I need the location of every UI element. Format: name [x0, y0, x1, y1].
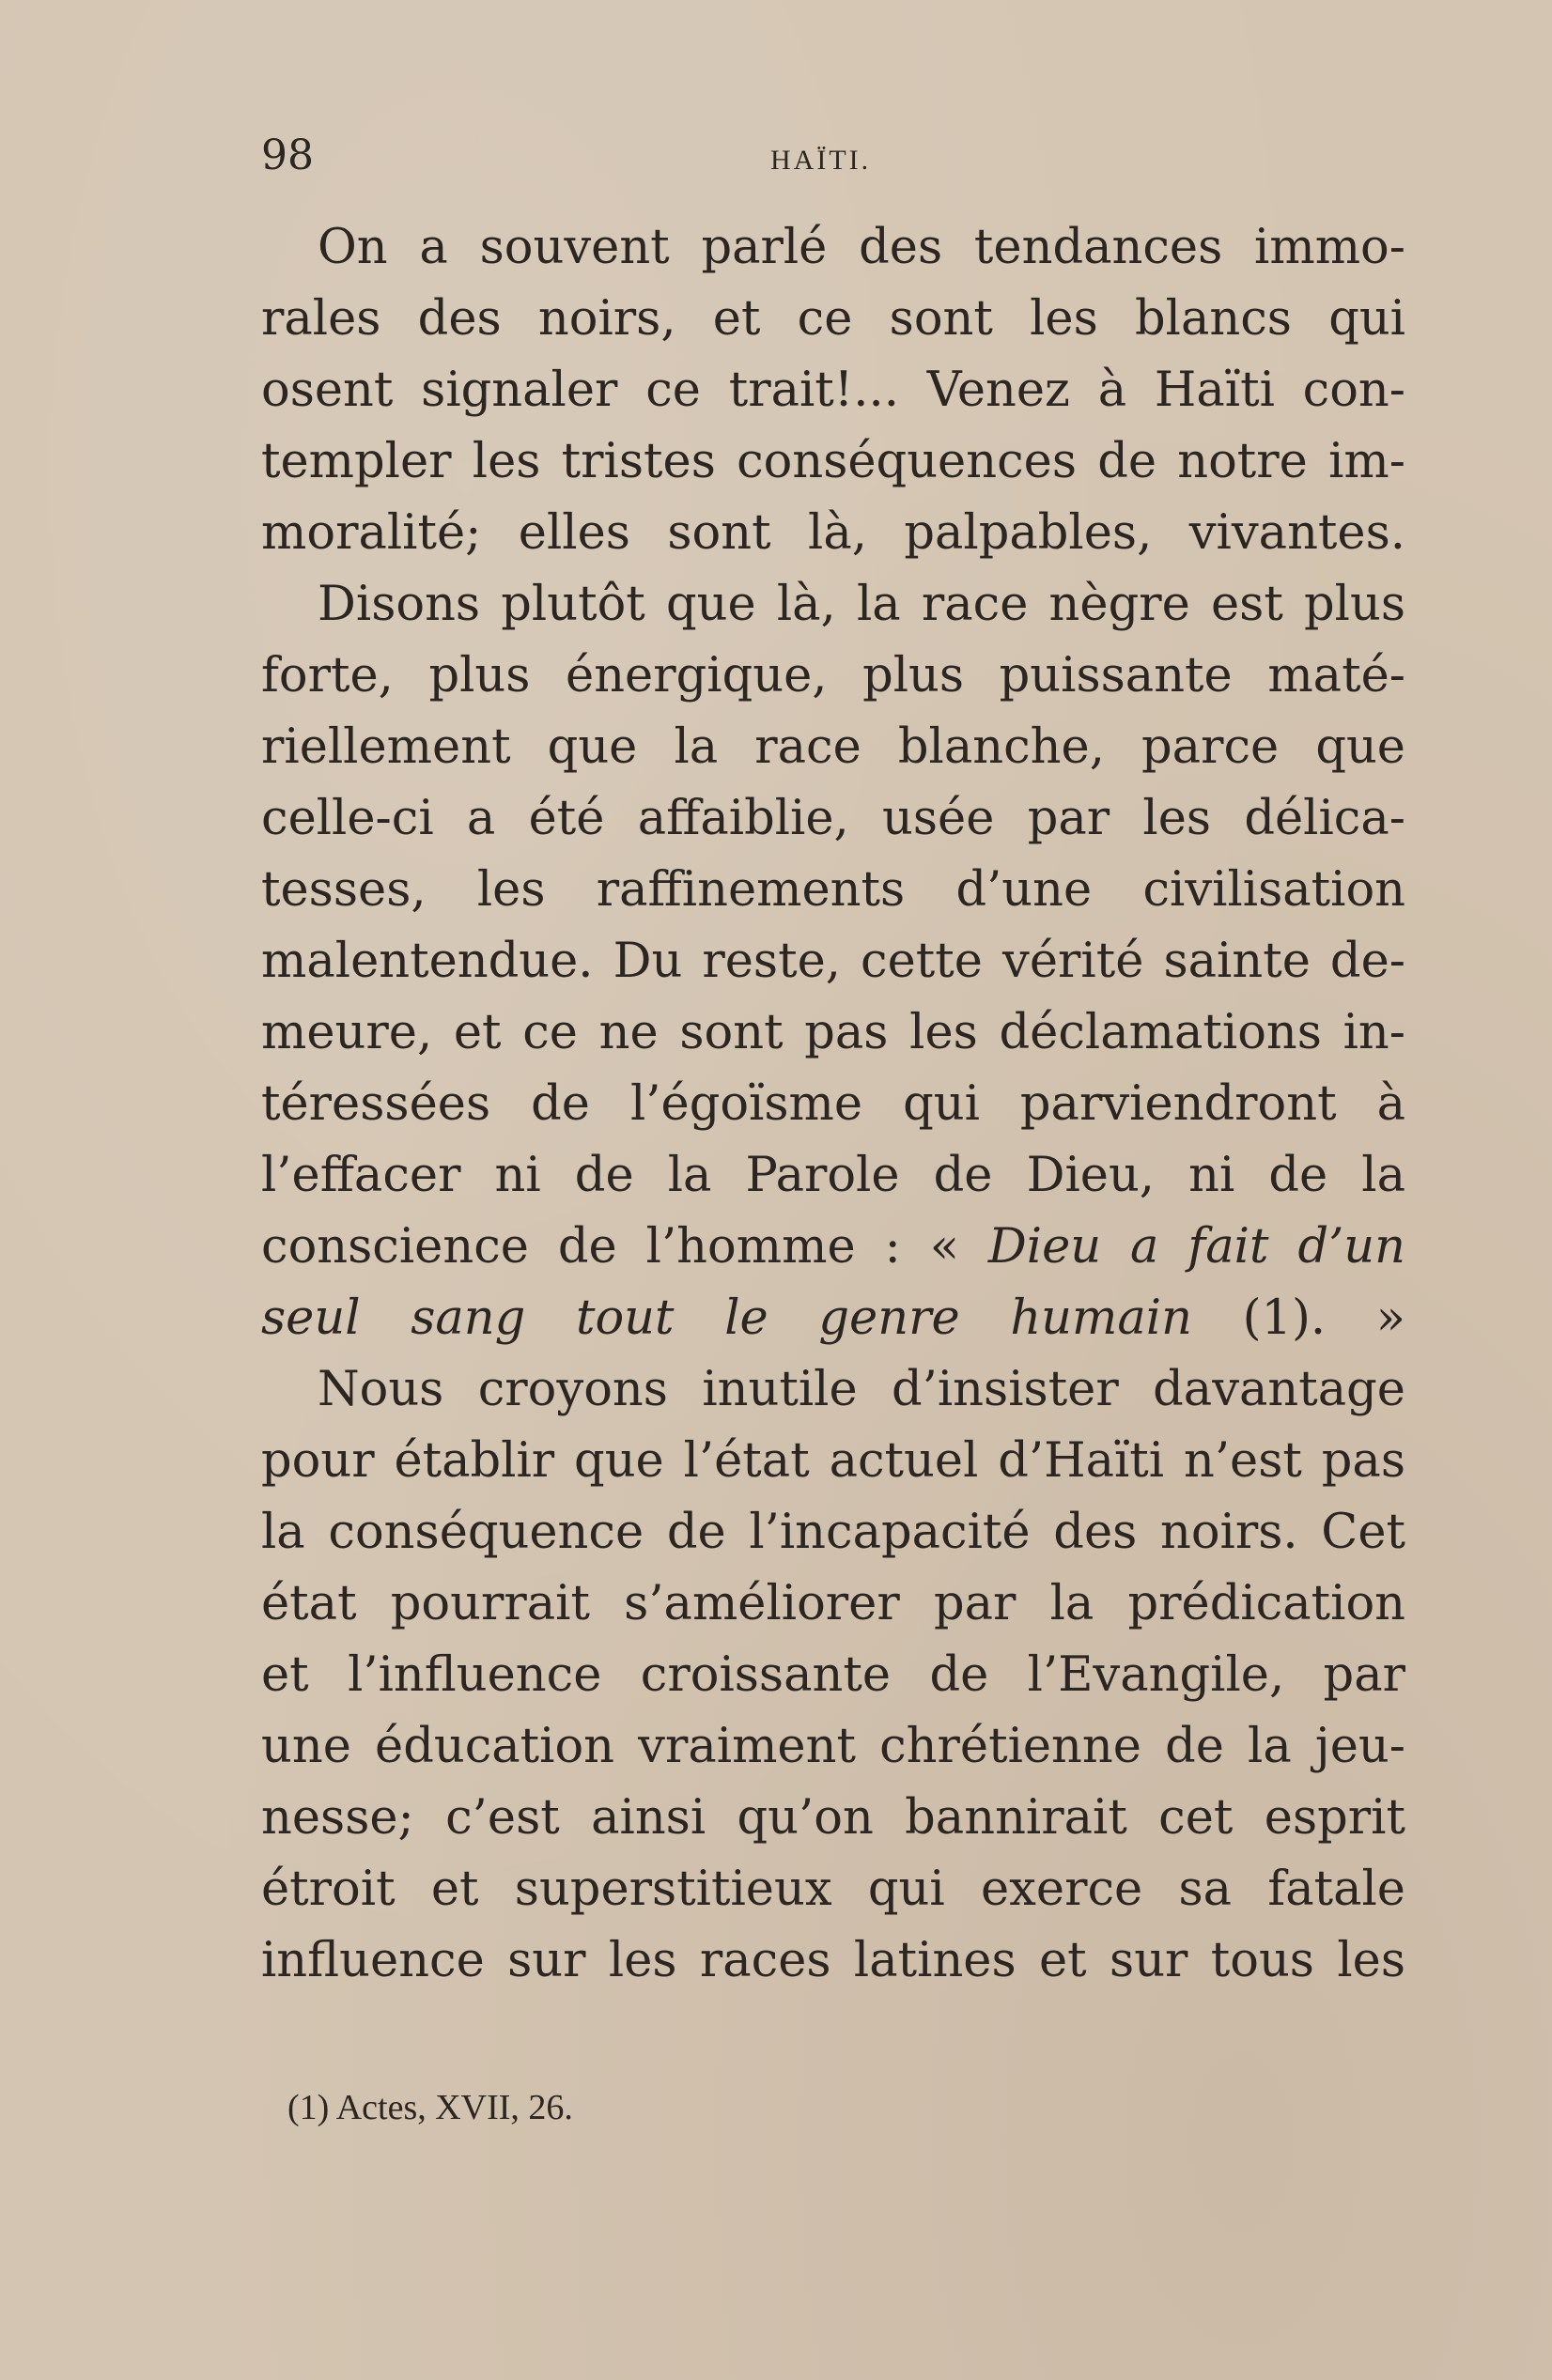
text-line: malentendue. Du reste, cette vérité sainte de- — [261, 934, 1405, 989]
text-line: l’effacer ni de la Parole de Dieu, ni de la — [261, 1148, 1405, 1203]
text-line-with-quote — [261, 1212, 1405, 1283]
paragraph-1 — [261, 212, 1405, 569]
text-line: Disons plutôt que là, la race nègre est plus — [318, 577, 1405, 632]
paragraph-3 — [261, 1354, 1405, 1997]
text-line: état pourrait s’améliorer par la prédication — [261, 1576, 1405, 1631]
quote-italic-1: Dieu a fait d’un — [987, 1219, 1405, 1275]
text-line: la conséquence de l’incapacité des noirs. Cet — [261, 1505, 1405, 1560]
quote-tail: (1). » — [1191, 1290, 1405, 1346]
text-line: une éducation vraiment chrétienne de la jeu- — [261, 1719, 1405, 1774]
footnote: (1) Actes, XVII, 26. — [287, 2088, 573, 2127]
text-line: influence sur les races latines et sur tous les — [261, 1933, 1405, 1988]
text-line: rales des noirs, et ce sont les blancs qui — [261, 291, 1405, 347]
text-line: osent signaler ce trait!... Venez à Haïti con- — [261, 363, 1405, 418]
text-line: celle-ci a été affaiblie, usée par les délica- — [261, 791, 1405, 846]
text-line: moralité; elles sont là, palpables, vivantes. — [261, 505, 1405, 561]
text-line: forte, plus énergique, plus puissante maté- — [261, 648, 1405, 703]
text-line: nesse; c’est ainsi qu’on bannirait cet esprit — [261, 1790, 1405, 1846]
text-line: riellement que la race blanche, parce que — [261, 719, 1405, 775]
text-line: pour établir que l’état actuel d’Haïti n’est pas — [261, 1433, 1405, 1489]
page-number: 98 — [261, 131, 314, 179]
text-line: étroit et superstitieux qui exerce sa fatale — [261, 1862, 1405, 1917]
text-line: On a souvent parlé des tendances immo- — [318, 220, 1405, 275]
text-line: téressées de l’égoïsme qui parviendront à — [261, 1076, 1405, 1132]
running-title: HAÏTI. — [770, 145, 872, 176]
quote-intro: conscience de l’homme : « — [261, 1219, 988, 1275]
page-header — [261, 131, 1405, 188]
paragraph-2 — [261, 569, 1405, 1354]
text-line: tesses, les raffinements d’une civilisation — [261, 862, 1405, 918]
text-line: Nous croyons inutile d’insister davantage — [318, 1362, 1405, 1417]
text-line: templer les tristes conséquences de notre im- — [261, 434, 1405, 489]
quote-italic-2: seul sang tout le genre humain — [261, 1290, 1192, 1346]
text-line-with-quote — [261, 1283, 1405, 1354]
text-line: et l’influence croissante de l’Evangile, par — [261, 1647, 1405, 1703]
body-text — [261, 212, 1405, 1997]
text-line: meure, et ce ne sont pas les déclamations in- — [261, 1005, 1405, 1060]
